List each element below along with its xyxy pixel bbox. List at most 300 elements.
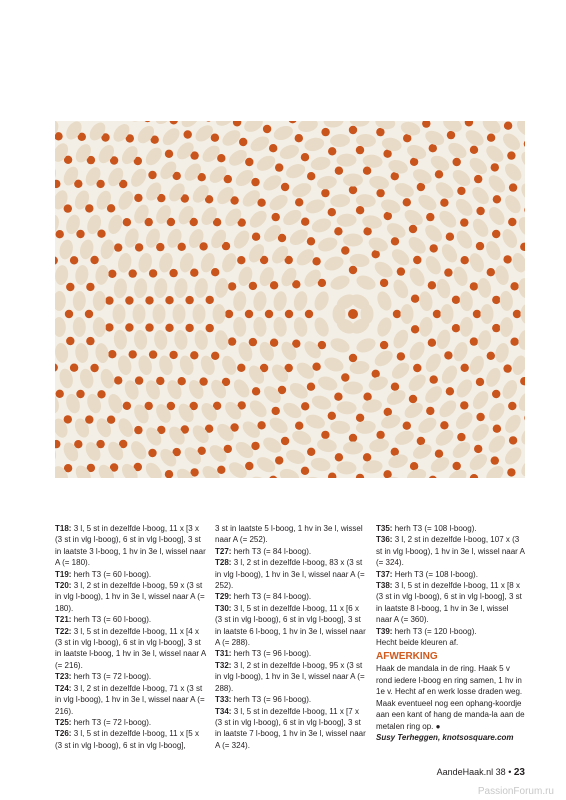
stitch-cluster: [193, 304, 206, 324]
round-text: herh T3 (= 84 l-boog).: [233, 546, 312, 556]
instruction-row: [376, 534, 526, 568]
chain-loop: [417, 183, 425, 191]
instruction-row: [215, 660, 367, 694]
chain-loop: [380, 279, 388, 287]
chain-loop: [341, 373, 349, 381]
chain-loop: [492, 230, 500, 238]
chain-loop: [504, 122, 512, 130]
round-text: herh T3 (= 84 l-boog).: [233, 592, 312, 602]
chain-loop: [363, 453, 371, 461]
chain-loop: [301, 153, 309, 161]
chain-loop: [211, 268, 219, 276]
chain-loop: [129, 350, 137, 358]
round-text: 3 l, 2 st in dezelfde l-boog, 71 x (3 st in vlg l-boog), 1 hv in 3e l, wissel naar A (= 216).: [55, 683, 205, 716]
stitch-cluster: [343, 382, 363, 395]
round-label: T36:: [376, 535, 393, 545]
chain-loop: [391, 237, 399, 245]
chain-loop: [453, 158, 461, 166]
chain-loop: [493, 195, 501, 203]
round-label: T35:: [376, 524, 393, 533]
round-label: T25:: [55, 717, 72, 727]
chain-loop: [245, 462, 253, 470]
chain-loop: [301, 467, 309, 475]
chain-loop: [272, 213, 280, 221]
round-text: herh T3 (= 60 l-boog).: [73, 569, 152, 579]
chain-loop: [409, 225, 417, 233]
chain-loop: [473, 310, 481, 318]
chain-loop: [86, 283, 94, 291]
round-text: 3 l, 5 st in dezelfde l-boog, 11 x [3 x (3 st in vlg l-boog), 6 st in vlg l-boog], 3 st in laatste 3 l-boog, 1 hv in 3e l, wissel naar A (= 180).: [55, 524, 206, 568]
chain-loop: [376, 189, 384, 197]
chain-loop: [492, 324, 500, 332]
round-label: T32:: [215, 660, 232, 670]
chain-loop: [257, 421, 265, 429]
chain-loop: [457, 187, 465, 195]
mandala-illustration: [55, 121, 525, 478]
instruction-row: [215, 591, 367, 602]
chain-loop: [492, 390, 500, 398]
chain-loop: [476, 378, 484, 386]
chain-loop: [135, 243, 143, 251]
chain-loop: [237, 256, 245, 264]
chain-loop: [349, 126, 357, 134]
round-label: T18:: [55, 524, 72, 533]
chain-loop: [510, 338, 518, 346]
chain-loop: [269, 144, 277, 152]
chain-loop: [334, 227, 342, 235]
chain-loop: [470, 146, 478, 154]
instruction-row: [215, 523, 367, 546]
chain-loop: [108, 270, 116, 278]
chain-loop: [64, 204, 72, 212]
chain-loop: [90, 364, 98, 372]
chain-loop: [165, 296, 173, 304]
chain-loop: [105, 323, 113, 331]
stitch-cluster: [441, 304, 454, 324]
chain-loop: [156, 243, 164, 251]
chain-loop: [487, 352, 495, 360]
chain-loop: [491, 163, 499, 171]
page-footer: [437, 767, 525, 778]
chain-loop: [70, 364, 78, 372]
chain-loop: [149, 350, 157, 358]
chain-loop: [97, 390, 105, 398]
chain-loop: [417, 437, 425, 445]
round-text: herh T3 (= 108 l-boog).: [394, 524, 477, 533]
chain-loop: [474, 445, 482, 453]
chain-loop: [281, 183, 289, 191]
chain-loop: [97, 230, 105, 238]
chain-loop: [56, 230, 64, 238]
instruction-row: [376, 626, 526, 637]
chain-loop: [503, 255, 511, 263]
chain-loop: [301, 218, 309, 226]
instruction-row: [376, 637, 526, 648]
chain-loop: [275, 163, 283, 171]
round-label: T37:: [376, 569, 393, 579]
instruction-row: [215, 706, 367, 752]
chain-loop: [123, 218, 131, 226]
chain-loop: [295, 134, 303, 142]
chain-loop: [430, 375, 438, 383]
chain-loop: [446, 233, 454, 241]
round-label: T30:: [215, 603, 232, 613]
chain-loop: [413, 256, 421, 264]
chain-loop: [263, 125, 271, 133]
chain-loop: [447, 131, 455, 139]
chain-loop: [249, 338, 257, 346]
chain-loop: [356, 146, 364, 154]
chain-loop: [190, 269, 198, 277]
round-label: T24:: [55, 683, 72, 693]
instruction-row: [215, 546, 367, 557]
round-label: T22:: [55, 626, 72, 636]
chain-loop: [487, 268, 495, 276]
chain-loop: [403, 422, 411, 430]
chain-loop: [429, 144, 437, 152]
chain-loop: [281, 437, 289, 445]
stitch-cluster: [401, 304, 414, 324]
round-text: 3 l, 5 st in dezelfde l-boog, 11 x [6 x (3 st in vlg l-boog), 6 st in vlg l-boog], 3 st in laatste 6 l-boog, 1 hv in 3e l, wissel naar A (= 288).: [215, 603, 366, 648]
chain-loop: [125, 296, 133, 304]
chain-loop: [457, 433, 465, 441]
chain-loop: [410, 462, 418, 470]
chain-loop: [410, 158, 418, 166]
section-heading-afwerking: AFWERKING: [376, 651, 438, 663]
chain-loop: [426, 407, 434, 415]
chain-loop: [225, 310, 233, 318]
chain-loop: [251, 178, 259, 186]
instruction-row: [55, 626, 207, 672]
chain-loop: [328, 412, 336, 420]
chain-loop: [411, 325, 419, 333]
round-text: herh T3 (= 60 l-boog).: [73, 615, 152, 625]
chain-loop: [272, 407, 280, 415]
chain-loop: [440, 199, 448, 207]
instruction-row: [55, 683, 207, 717]
chain-loop: [508, 402, 516, 410]
chain-loop: [397, 267, 405, 275]
stitch-cluster: [133, 304, 146, 324]
chain-loop: [493, 425, 501, 433]
chain-loop: [56, 390, 64, 398]
round-text: 3 l, 5 st in dezelfde l-boog, 11 x [5 x (3 st in vlg l-boog), 6 st in vlg l-boog],: [55, 729, 199, 750]
chain-loop: [460, 218, 468, 226]
chain-loop: [328, 208, 336, 216]
chain-loop: [239, 138, 247, 146]
chain-loop: [376, 431, 384, 439]
instruction-row: [55, 717, 207, 728]
chain-loop: [492, 296, 500, 304]
chain-loop: [123, 402, 131, 410]
chain-loop: [334, 393, 342, 401]
chain-loop: [452, 324, 460, 332]
chain-loop: [270, 339, 278, 347]
instructions-column-3: [376, 523, 526, 743]
chain-loop: [335, 453, 343, 461]
round-text: 3 l, 2 st in dezelfde l-boog, 107 x (3 st in vlg l-boog), 1 hv in 3e l, wissel naar A (= 324).: [376, 535, 525, 568]
chain-loop: [413, 364, 421, 372]
chain-loop: [487, 134, 495, 142]
round-text: 3 st in laatste 5 l-boog, 1 hv in 3e l, wissel naar A (= 252).: [215, 524, 363, 545]
stitch-cluster: [113, 304, 126, 324]
round-text: herh T3 (= 96 l-boog).: [233, 649, 312, 659]
chain-loop: [444, 268, 452, 276]
chain-loop: [376, 128, 384, 136]
chain-loop: [435, 450, 443, 458]
afwerking-text: Haak de mandala in de ring. Haak 5 v rond iedere l-boog en ring samen, 1 hv in 1e v. Hecht af en werk losse draden weg. Maak eventueel nog een ophang-koordje aan een kant of hang de manda-la aan de metalen ring op. ●: [376, 664, 525, 731]
chain-loop: [76, 390, 84, 398]
chain-loop: [217, 466, 225, 474]
chain-loop: [156, 377, 164, 385]
chain-loop: [251, 442, 259, 450]
chain-loop: [76, 230, 84, 238]
round-text: Hecht beide kleuren af.: [376, 638, 459, 648]
chain-loop: [252, 387, 260, 395]
chain-loop: [349, 434, 357, 442]
chain-loop: [307, 383, 315, 391]
magazine-name: AandeHaak.nl 38: [436, 767, 506, 777]
chain-loop: [356, 206, 364, 214]
chain-loop: [491, 456, 499, 464]
chain-loop: [64, 415, 72, 423]
chain-loop: [307, 448, 315, 456]
round-label: T19:: [55, 569, 72, 579]
chain-loop: [380, 341, 388, 349]
stitch-cluster: [481, 304, 494, 324]
chain-loop: [363, 227, 371, 235]
chain-loop: [265, 310, 273, 318]
chain-loop: [134, 426, 142, 434]
chain-loop: [206, 296, 214, 304]
instruction-row: [376, 523, 526, 534]
chain-loop: [245, 158, 253, 166]
chain-loop: [125, 323, 133, 331]
chain-loop: [403, 198, 411, 206]
chain-loop: [349, 186, 357, 194]
chain-loop: [105, 296, 113, 304]
round-label: T23:: [55, 672, 72, 682]
chain-loop: [184, 130, 192, 138]
chain-loop: [341, 246, 349, 254]
chain-loop: [145, 296, 153, 304]
chain-loop: [211, 134, 219, 142]
round-label: T20:: [55, 581, 72, 591]
chain-loop: [508, 218, 516, 226]
chain-loop: [307, 237, 315, 245]
chain-loop: [409, 395, 417, 403]
page-number: 23: [513, 767, 525, 778]
chain-loop: [470, 337, 478, 345]
chain-loop: [446, 387, 454, 395]
round-text: 3 l, 2 st in dezelfde l-boog, 59 x (3 st in vlg l-boog), 1 hv in 3e l, wissel naar A (= 180).: [55, 581, 205, 613]
chain-loop: [148, 449, 156, 457]
chain-loop: [237, 364, 245, 372]
chain-loop: [114, 376, 122, 384]
chain-loop: [275, 456, 283, 464]
chain-loop: [507, 468, 515, 476]
chain-loop: [440, 421, 448, 429]
chain-loop: [476, 207, 484, 215]
instruction-row: [376, 580, 526, 626]
chain-loop: [307, 172, 315, 180]
chain-loop: [228, 337, 236, 345]
instruction-row: [215, 603, 367, 649]
chain-loop: [363, 393, 371, 401]
chain-loop: [178, 377, 186, 385]
chain-loop: [507, 151, 515, 159]
chain-loop: [135, 376, 143, 384]
round-text: herh T3 (= 120 l-boog).: [394, 626, 477, 636]
stitch-cluster: [343, 234, 363, 247]
chain-loop: [513, 310, 521, 318]
chain-loop: [295, 422, 303, 430]
round-text: 3 l, 5 st in dezelfde l-boog, 11 x [7 x (3 st in vlg l-boog), 6 st in vlg l-boog], 3 st in laatste 7 l-boog, 1 hv in 3e l, wissel naar A (= 324).: [215, 706, 366, 750]
instruction-row: [215, 694, 367, 705]
round-label: T38:: [376, 581, 393, 591]
round-label: T39:: [376, 626, 393, 636]
instruction-row: [55, 671, 207, 682]
round-text: 3 l, 5 st in dezelfde l-boog, 11 x [4 x (3 st in vlg l-boog), 6 st in vlg l-boog], 3 st in laatste l-boog, 1 hv in 3e l, wissel naar A (= 216).: [55, 626, 206, 670]
chain-loop: [129, 269, 137, 277]
chain-loop: [165, 150, 173, 158]
chain-loop: [245, 310, 253, 318]
chain-loop: [85, 310, 93, 318]
chain-loop: [426, 213, 434, 221]
instruction-row: [55, 580, 207, 614]
mandala-center: [348, 309, 358, 319]
chain-loop: [509, 436, 517, 444]
instruction-row: [376, 569, 526, 580]
chain-loop: [249, 282, 257, 290]
round-label: T33:: [215, 695, 232, 705]
chain-loop: [149, 269, 157, 277]
round-text: Herh T3 (= 108 l-boog).: [394, 569, 478, 579]
chain-loop: [90, 256, 98, 264]
chain-loop: [328, 147, 336, 155]
chain-loop: [257, 199, 265, 207]
round-label: T28:: [215, 558, 232, 568]
chain-loop: [461, 256, 469, 264]
chain-loop: [444, 351, 452, 359]
chain-loop: [503, 364, 511, 372]
chain-loop: [474, 175, 482, 183]
chain-loop: [452, 296, 460, 304]
stitch-cluster: [213, 304, 226, 324]
round-text: herh T3 (= 72 l-boog).: [73, 717, 152, 727]
chain-loop: [66, 283, 74, 291]
chain-loop: [453, 462, 461, 470]
chain-loop: [86, 337, 94, 345]
chain-loop: [295, 198, 303, 206]
chain-loop: [321, 431, 329, 439]
chain-loop: [206, 324, 214, 332]
chain-loop: [509, 183, 517, 191]
chain-loop: [312, 257, 320, 265]
chain-loop: [470, 282, 478, 290]
chain-loop: [270, 281, 278, 289]
instructions-column-2: [215, 523, 367, 751]
chain-loop: [356, 414, 364, 422]
chain-loop: [134, 194, 142, 202]
chain-loop: [114, 243, 122, 251]
chain-loop: [430, 244, 438, 252]
chain-loop: [312, 363, 320, 371]
stitch-cluster: [343, 442, 363, 455]
chain-loop: [148, 171, 156, 179]
round-label: T29:: [215, 592, 232, 602]
instruction-row: [215, 557, 367, 591]
chain-loop: [185, 296, 193, 304]
mandala-photo: [55, 121, 525, 478]
chain-loop: [228, 282, 236, 290]
chain-loop: [252, 233, 260, 241]
instruction-row: [55, 523, 207, 569]
chain-loop: [305, 310, 313, 318]
round-text: 3 l, 2 st in dezelfde l-boog, 83 x (3 st in vlg l-boog), 1 hv in 3e l, wissel naar A (= 252).: [215, 558, 365, 591]
chain-loop: [397, 352, 405, 360]
round-label: T31:: [215, 649, 232, 659]
chain-loop: [85, 415, 93, 423]
round-label: T27:: [215, 546, 232, 556]
instruction-row: [55, 569, 207, 580]
chain-loop: [85, 204, 93, 212]
chain-loop: [217, 154, 225, 162]
chain-loop: [476, 413, 484, 421]
chain-loop: [433, 310, 441, 318]
chain-loop: [349, 354, 357, 362]
instructions-column-1: [55, 523, 207, 751]
chain-loop: [178, 243, 186, 251]
chain-loop: [476, 242, 484, 250]
chain-loop: [190, 351, 198, 359]
instruction-row: [55, 614, 207, 625]
stitch-cluster: [343, 174, 363, 187]
designer-credit: Susy Terheggen, knotsosquare.com: [376, 732, 514, 742]
instruction-row: [55, 728, 207, 751]
watermark-text: PassionForum.ru: [477, 786, 554, 797]
chain-loop: [70, 256, 78, 264]
chain-loop: [65, 310, 73, 318]
chain-loop: [391, 383, 399, 391]
chain-loop: [428, 281, 436, 289]
chain-loop: [428, 339, 436, 347]
chain-loop: [321, 189, 329, 197]
chain-loop: [169, 269, 177, 277]
round-text: 3 l, 2 st in dezelfde l-boog, 95 x (3 st in vlg l-boog), 1 hv in 3e l, wissel naar A (= 288).: [215, 660, 365, 693]
stitch-cluster: [173, 304, 186, 324]
footer-bullet: •: [508, 767, 512, 777]
chain-loop: [66, 337, 74, 345]
round-text: herh T3 (= 72 l-boog).: [73, 672, 152, 682]
round-label: T21:: [55, 615, 72, 625]
chain-loop: [335, 167, 343, 175]
chain-loop: [435, 170, 443, 178]
chain-loop: [510, 282, 518, 290]
chain-loop: [108, 350, 116, 358]
chain-loop: [169, 351, 177, 359]
stitch-cluster: [153, 304, 166, 324]
chain-loop: [393, 310, 401, 318]
chain-loop: [460, 401, 468, 409]
round-label: T34:: [215, 706, 232, 716]
chain-loop: [349, 266, 357, 274]
round-label: T26:: [55, 729, 72, 739]
chain-loop: [185, 324, 193, 332]
round-text: 3 l, 5 st in dezelfde l-boog, 11 x [8 x (3 st in vlg l-boog), 6 st in vlg l-boog], 3 st in laatste 8 l-boog, 1 hv in 3e l, wissel naar A (= 360).: [376, 581, 522, 625]
chain-loop: [461, 364, 469, 372]
chain-loop: [301, 402, 309, 410]
